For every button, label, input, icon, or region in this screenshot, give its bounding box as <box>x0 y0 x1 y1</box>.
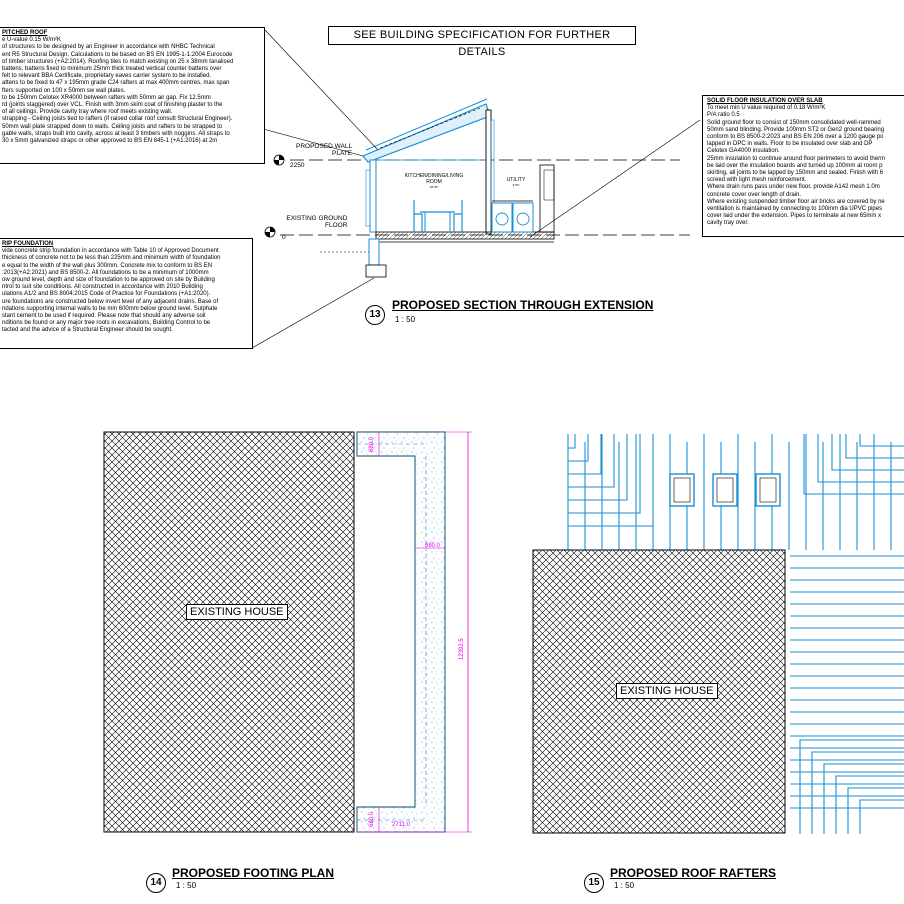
floor-note-line: conform to BS 8500-2:2023 and BS EN 206 over a 1200 gauge po <box>707 134 884 141</box>
roof-note-line: e U-value 0.15 W/m²K <box>2 37 62 44</box>
footing-scale: 1 : 50 <box>176 881 197 890</box>
roof-note-line: ent R5 Structural Design. Calculations to be based on BS EN 1995-1-1:2004 Eurocode <box>2 51 233 58</box>
foundation-note-line: vide concrete strip foundation in accordance with Table 10 of Approved Document <box>2 248 219 255</box>
roof-note-line: to be 150mm Celotex XR4000 between rafters with 50mm air gap. Fix 12.5mm <box>2 94 211 101</box>
floor-note-line: concrete cover over length of drain. <box>707 191 802 198</box>
roof-note-line: rd (joints staggered) over VCL. Finish with 3mm skim coat of finishing plaster to the <box>2 102 223 109</box>
section-number: 13 <box>365 305 385 325</box>
roof-note-line: felt to relevant BBA Certificate, proprietary eaves carrier system to be installed. <box>2 73 212 80</box>
footing-drawing <box>104 432 472 832</box>
floor-note-line: Solid ground floor to consist of 150mm consolidated well-rammed <box>707 119 881 126</box>
roof-note-line: of timber structures (+A2:2014). Roofing tiles to match existing on 25 x 38mm tanalised <box>2 58 234 65</box>
roof-note-line: of structures to be designed by an Engineer in accordance with NHBC Technical <box>2 44 215 51</box>
roof-note-line: gable walls, straps built into cavity, across at least 3 timbers with noggins. All straps to <box>2 130 230 137</box>
section-title-text: PROPOSED SECTION THROUGH EXTENSION <box>392 298 654 312</box>
floor-note-line: Where drain runs pass under new floor, provide A142 mesh 1.0m <box>707 184 880 191</box>
foundation-note-line: stant cement to be used if required. Please note that should any adverse soil <box>2 313 206 320</box>
floor-note-line: be laid over the insulation boards and turned up 100mm at room p <box>707 162 883 169</box>
foundation-note-line: thickness of concrete not to be less than 225mm and minimum width of foundation <box>2 255 221 262</box>
floor-note-line: cavity tray over. <box>707 220 749 227</box>
rafters-title <box>610 866 776 880</box>
footing-dim-top: 680.0 <box>369 436 375 452</box>
floor-note-line: P/A ratio 0.5 <box>707 112 740 119</box>
spec-banner: SEE BUILDING SPECIFICATION FOR FURTHER DETAILS <box>328 26 636 45</box>
roof-note-line: fters supported on 100 x 50mm sw wall plates. <box>2 87 126 94</box>
wall-plate-label-line2: PLATE <box>332 150 353 157</box>
floor-note-heading: SOLID FLOOR INSULATION OVER SLAB <box>707 98 823 104</box>
roof-note-line: of all ceilings. Provide cavity tray where roof meets existing wall. <box>2 109 173 116</box>
rafters-house <box>533 474 785 833</box>
footing-title <box>172 866 334 880</box>
foundation-note-line: tacted and the advice of a Structural Engineer should be sought. <box>2 327 173 334</box>
floor-note-line: Where existing suspended timber floor air bricks are covered by ne <box>707 198 885 205</box>
roof-note-line: battens, battens fixed to minimum 25mm thick treated vertical counter battens over <box>2 66 222 73</box>
footing-house-label: EXISTING HOUSE <box>186 604 288 620</box>
pitched-roof-note <box>0 27 265 164</box>
utility-label-text: UTILITY <box>506 177 526 183</box>
floor-note-line: lapped in DPC in walls. Floor to be insulated over slab and DP <box>707 141 873 148</box>
foundation-note-line: ow ground level, depth and size of foundation to be approved on site by Building <box>2 277 215 284</box>
footing-title-text: PROPOSED FOOTING PLAN <box>172 866 335 880</box>
floor-note-line: Celotex GA4000 insulation. <box>707 148 780 155</box>
floor-insulation-note <box>702 95 904 237</box>
roof-note-line: 30 x 5mm galvanized straps or other approved to BS EN 845-1 (+A1:2016) at 2m <box>2 138 218 145</box>
section-title <box>392 298 653 312</box>
ground-floor-label <box>283 215 347 229</box>
rafters-title-text: PROPOSED ROOF RAFTERS <box>610 866 777 880</box>
wall-plate-label <box>292 143 352 157</box>
foundation-note-heading: RIP FOUNDATION <box>2 241 54 247</box>
footing-dim-length: 12392.5 <box>459 638 465 660</box>
rafters-number: 15 <box>584 873 604 893</box>
utility-area: x m² <box>512 183 520 187</box>
kitchen-label-line2: ROOM <box>426 179 442 185</box>
rafters-scale: 1 : 50 <box>614 881 635 890</box>
footing-number: 14 <box>146 873 166 893</box>
kitchen-label-line1: KITCHEN/DINING/LIVING <box>404 173 464 179</box>
foundation-note-line: ndations supporting internal walls to be min 600mm below ground level. Sulphate <box>2 305 218 312</box>
floor-note-line: ventilation is maintained by connecting to 100mm dia UPVC pipes <box>707 206 883 213</box>
footing-dim-width: 680.0 <box>425 543 441 549</box>
utility-label <box>500 177 532 187</box>
foundation-note-line: e equal to the width of the wall plus 300mm. Concrete mix to conform to BS EN <box>2 262 213 269</box>
floor-note-line: 25mm insulation to continue around floor perimeters to avoid therm <box>707 155 886 162</box>
floor-note-line: skirting, all joints to be lapped by 150mm and sealed. Finish with 6 <box>707 170 884 177</box>
foundation-note-line: ulations A1/2 and BS 8004:2015 Code of Practice for Foundations (+A1:2020). <box>2 291 211 298</box>
foundation-note-line: ure foundations are constructed below invert level of any adjacent drains. Base of <box>2 298 219 305</box>
floor-note-line: cover laid under the extension. Pipes to terminate at new 65mm x <box>707 213 882 220</box>
foundation-note-line: nditions be found or any major tree roots in excavations, Building Control to be <box>2 320 211 327</box>
roof-note-line: attens to be fixed to 47 x 195mm grade C24 rafters at max 400mm centres, max span <box>2 80 230 87</box>
ground-floor-label-line1: EXISTING GROUND <box>286 215 348 222</box>
floor-note-line: 50mm sand blinding. Provide 100mm ST2 or Gen2 ground bearing <box>707 126 885 133</box>
rafters-house-label: EXISTING HOUSE <box>616 683 718 699</box>
section-scale: 1 : 50 <box>395 315 416 324</box>
floor-note-line: To meet min U value required of 0.18 W/m²K <box>707 105 826 112</box>
roof-note-line: strapping - Ceiling joists tied to rafters (if raised collar roof consult Structural Engineer). <box>2 116 233 123</box>
footing-dim-return: 2711.0 <box>392 822 410 828</box>
floor-note-line: screed with light mesh reinforcement. <box>707 177 807 184</box>
roof-note-line: 50mm wall plate strapped down to walls. Ceiling joists and rafters to be strapped to <box>2 123 223 130</box>
wall-plate-label-line1: PROPOSED WALL <box>296 143 353 150</box>
kitchen-area: xx m² <box>429 185 439 189</box>
wall-plate-level: 2250 <box>290 162 305 169</box>
kitchen-label <box>392 173 476 189</box>
foundation-note-line: :2013(+A2:2021) and BS 8500-2. All foundations to be a minimum of 1000mm <box>2 269 209 276</box>
footing-dim-bottom: 680.0 <box>369 811 375 827</box>
ground-floor-level: 0 <box>282 234 286 241</box>
strip-foundation-note <box>0 238 253 349</box>
ground-floor-label-line2: FLOOR <box>325 222 348 229</box>
foundation-note-line: ntrol to suit site conditions. All constructed in accordance with 2010 Building <box>2 284 203 291</box>
roof-note-heading: PITCHED ROOF <box>2 30 48 36</box>
